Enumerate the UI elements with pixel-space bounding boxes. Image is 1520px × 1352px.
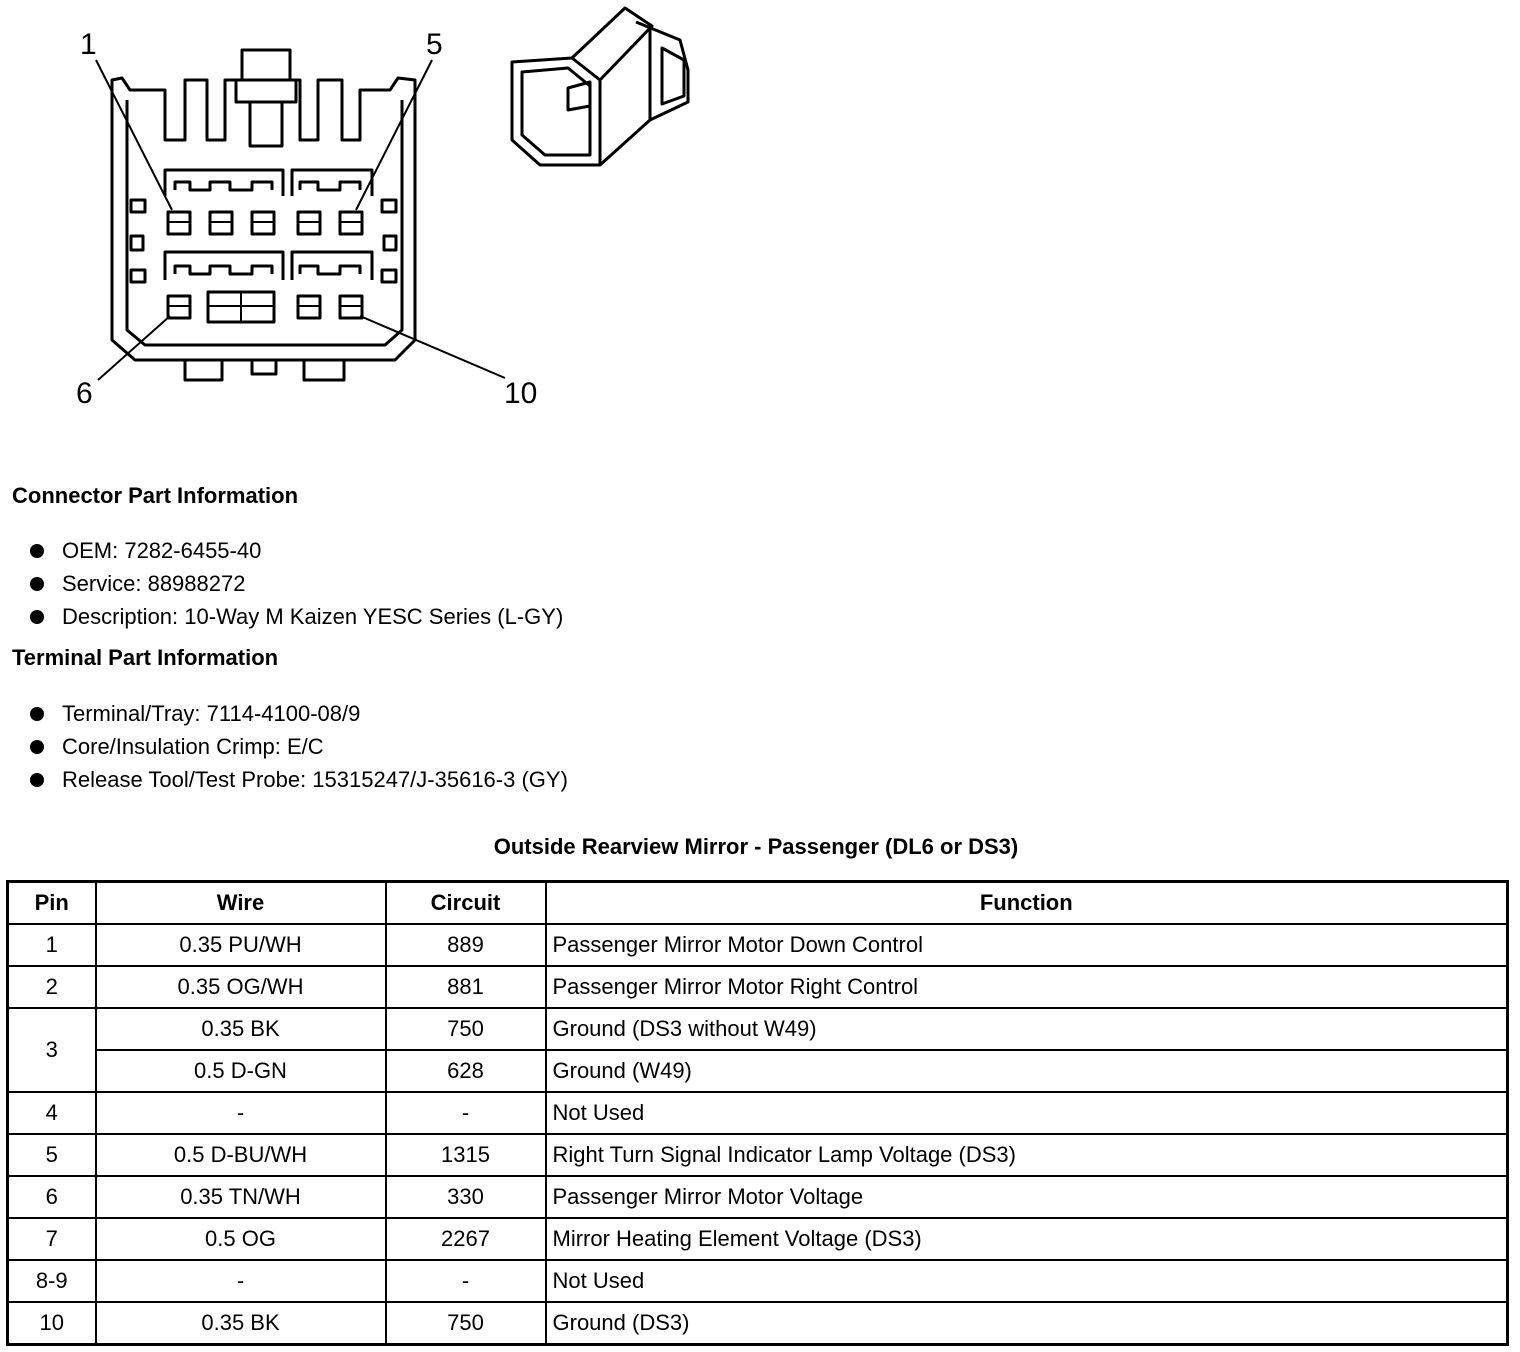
function-cell: Not Used [546,1260,1508,1302]
list-item [30,697,568,730]
connector-latch [242,50,290,80]
pin-cell: 10 [8,1302,96,1345]
wire-cell: 0.5 D-GN [96,1050,386,1092]
pin-cell: 3 [8,1008,96,1092]
circuit-cell: 628 [386,1050,546,1092]
circuit-cell: 881 [386,966,546,1008]
wire-cell: 0.5 D-BU/WH [96,1134,386,1176]
connector-info-list [30,534,563,633]
list-item-text: Release Tool/Test Probe: 15315247/J-35616-3 (GY) [62,767,568,792]
function-cell: Passenger Mirror Motor Right Control [546,966,1508,1008]
circuit-cell: 750 [386,1008,546,1050]
terminal-info-heading: Terminal Part Information [12,645,279,670]
table-row [8,1302,1508,1345]
terminal-info-list [30,697,568,796]
table-row [8,1134,1508,1176]
pin-cell: 2 [8,966,96,1008]
table-row [8,1176,1508,1218]
circuit-cell: - [386,1092,546,1134]
connector-housing-outline [112,78,415,360]
callout-pin-1: 1 [80,28,97,61]
connector-diagram [0,0,720,420]
wire-cell: - [96,1092,386,1134]
table-row [8,1218,1508,1260]
wire-cell: 0.35 TN/WH [96,1176,386,1218]
table-row [8,1092,1508,1134]
list-item-text: Description: 10-Way M Kaizen YESC Series (L-GY) [62,604,564,629]
circuit-cell: 2267 [386,1218,546,1260]
column-header-function: Function [546,882,1508,925]
pin-cell: 8-9 [8,1260,96,1302]
pin-cell: 1 [8,924,96,966]
bullet-icon [30,544,44,558]
callout-pin-10: 10 [504,377,538,410]
circuit-cell: - [386,1260,546,1302]
column-header-pin: Pin [8,882,96,925]
pin-table [6,880,1509,1346]
bullet-icon [30,740,44,754]
column-header-wire: Wire [96,882,386,925]
wire-cell: 0.35 BK [96,1008,386,1050]
pin-cell: 4 [8,1092,96,1134]
connector-info-heading: Connector Part Information [12,483,299,508]
function-cell: Passenger Mirror Motor Voltage [546,1176,1508,1218]
list-item [30,534,563,567]
function-cell: Ground (DS3 without W49) [546,1008,1508,1050]
callout-pin-5: 5 [426,28,443,61]
function-cell: Passenger Mirror Motor Down Control [546,924,1508,966]
table-title: Outside Rearview Mirror - Passenger (DL6 or DS3) [493,834,1019,859]
circuit-cell: 889 [386,924,546,966]
list-item [30,567,563,600]
pin-cell: 6 [8,1176,96,1218]
circuit-cell: 1315 [386,1134,546,1176]
table-row [8,966,1508,1008]
function-cell: Ground (W49) [546,1050,1508,1092]
circuit-cell: 330 [386,1176,546,1218]
bullet-icon [30,707,44,721]
wire-cell: 0.35 BK [96,1302,386,1345]
table-row [8,1050,1508,1092]
callout-pin-6: 6 [76,377,93,410]
list-item [30,763,568,796]
list-item [30,600,563,633]
table-row [8,924,1508,966]
table-row [8,1008,1508,1050]
pin-cell: 7 [8,1218,96,1260]
table-row [8,1260,1508,1302]
circuit-cell: 750 [386,1302,546,1345]
wire-cell: 0.5 OG [96,1218,386,1260]
bullet-icon [30,610,44,624]
function-cell: Ground (DS3) [546,1302,1508,1345]
column-header-circuit: Circuit [386,882,546,925]
function-cell: Not Used [546,1092,1508,1134]
function-cell: Right Turn Signal Indicator Lamp Voltage (DS3) [546,1134,1508,1176]
list-item [30,730,568,763]
list-item-text: Service: 88988272 [62,571,246,596]
bullet-icon [30,773,44,787]
pin-cell: 5 [8,1134,96,1176]
function-cell: Mirror Heating Element Voltage (DS3) [546,1218,1508,1260]
list-item-text: Core/Insulation Crimp: E/C [62,734,324,759]
bullet-icon [30,577,44,591]
table-header-row [8,882,1508,925]
wire-cell: 0.35 OG/WH [96,966,386,1008]
wire-cell: - [96,1260,386,1302]
list-item-text: Terminal/Tray: 7114-4100-08/9 [62,701,361,726]
list-item-text: OEM: 7282-6455-40 [62,538,262,563]
connector-3d-view [512,8,688,165]
wire-cell: 0.35 PU/WH [96,924,386,966]
